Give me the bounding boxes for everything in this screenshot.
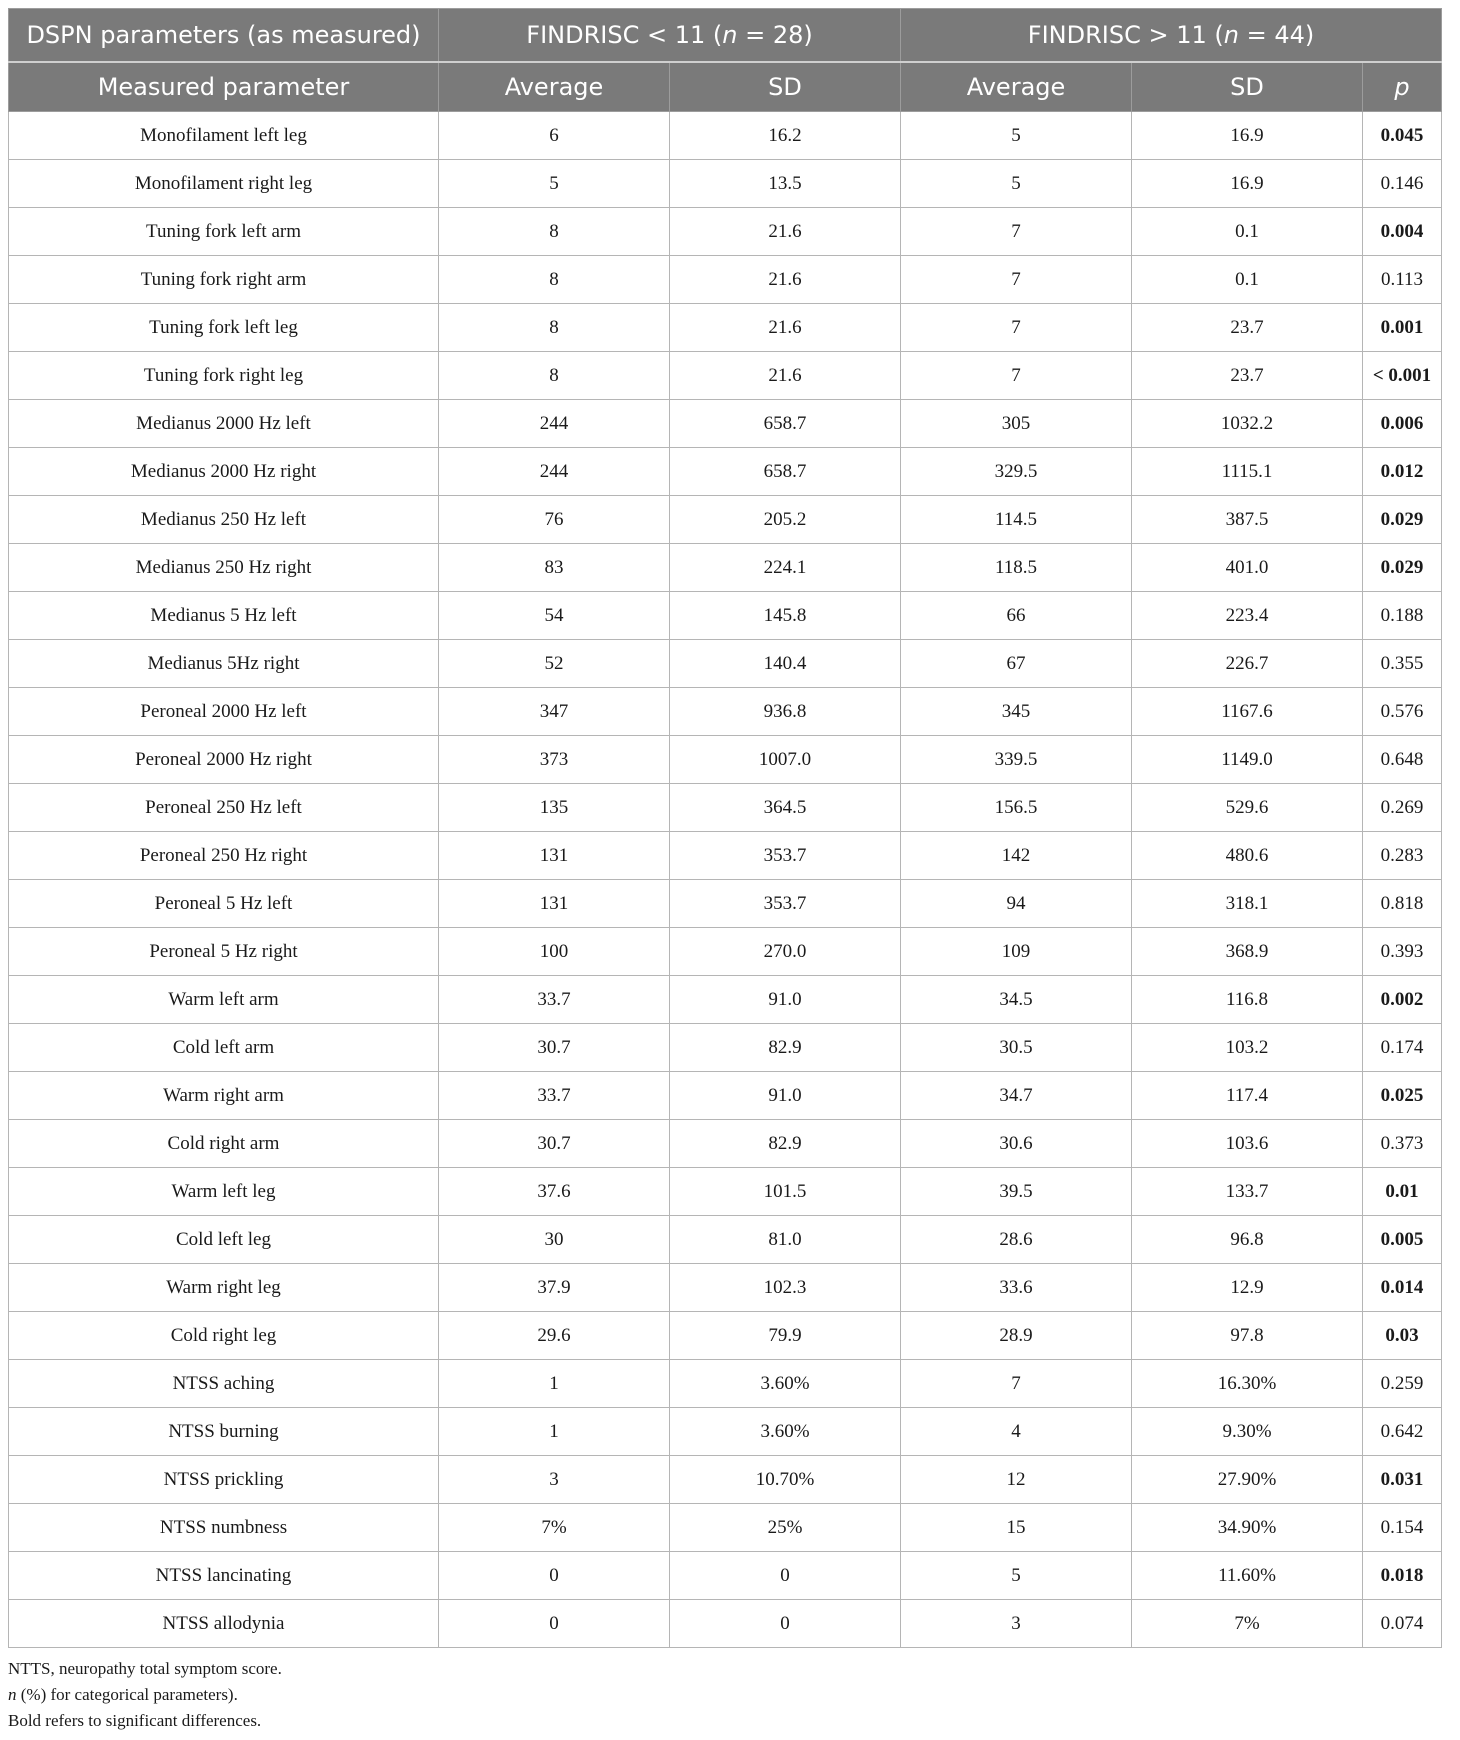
table-row	[9, 688, 1442, 736]
table-row	[9, 1408, 1442, 1456]
cell-p-value: 0.154	[1363, 1504, 1442, 1552]
table-row	[9, 496, 1442, 544]
cell-average-2: 4	[901, 1408, 1132, 1456]
cell-average-1: 244	[439, 448, 670, 496]
cell-parameter: Peroneal 5 Hz left	[9, 880, 439, 928]
cell-sd-1: 353.7	[670, 880, 901, 928]
cell-sd-1: 101.5	[670, 1168, 901, 1216]
cell-average-2: 28.9	[901, 1312, 1132, 1360]
header-group-label: DSPN parameters (as measured)	[9, 9, 439, 63]
cell-average-2: 34.7	[901, 1072, 1132, 1120]
cell-average-2: 15	[901, 1504, 1132, 1552]
cell-average-2: 7	[901, 256, 1132, 304]
cell-p-value: 0.146	[1363, 160, 1442, 208]
table-row	[9, 1504, 1442, 1552]
cell-sd-1: 936.8	[670, 688, 901, 736]
cell-sd-2: 223.4	[1132, 592, 1363, 640]
cell-average-2: 5	[901, 112, 1132, 160]
column-header-average-2: Average	[901, 62, 1132, 112]
cell-sd-2: 12.9	[1132, 1264, 1363, 1312]
table-row	[9, 880, 1442, 928]
cell-sd-1: 82.9	[670, 1120, 901, 1168]
cell-sd-1: 3.60%	[670, 1360, 901, 1408]
table-row	[9, 1264, 1442, 1312]
cell-average-1: 1	[439, 1360, 670, 1408]
cell-sd-2: 1032.2	[1132, 400, 1363, 448]
cell-sd-2: 1167.6	[1132, 688, 1363, 736]
cell-average-1: 30.7	[439, 1024, 670, 1072]
cell-sd-1: 10.70%	[670, 1456, 901, 1504]
table-footnotes	[8, 1656, 1441, 1734]
cell-parameter: Monofilament right leg	[9, 160, 439, 208]
cell-average-2: 94	[901, 880, 1132, 928]
cell-p-value: 0.018	[1363, 1552, 1442, 1600]
cell-p-value: 0.355	[1363, 640, 1442, 688]
cell-average-1: 131	[439, 832, 670, 880]
cell-sd-2: 318.1	[1132, 880, 1363, 928]
cell-p-value: 0.269	[1363, 784, 1442, 832]
cell-average-1: 0	[439, 1600, 670, 1648]
cell-average-1: 30	[439, 1216, 670, 1264]
cell-parameter: Medianus 5Hz right	[9, 640, 439, 688]
cell-sd-2: 23.7	[1132, 352, 1363, 400]
cell-parameter: Peroneal 250 Hz left	[9, 784, 439, 832]
cell-average-1: 54	[439, 592, 670, 640]
table-row	[9, 640, 1442, 688]
cell-p-value: 0.373	[1363, 1120, 1442, 1168]
cell-p-value: 0.188	[1363, 592, 1442, 640]
cell-parameter: Tuning fork left leg	[9, 304, 439, 352]
cell-sd-2: 133.7	[1132, 1168, 1363, 1216]
cell-sd-1: 145.8	[670, 592, 901, 640]
footnote-abbreviation: NTTS, neuropathy total symptom score.	[8, 1659, 282, 1678]
cell-sd-2: 34.90%	[1132, 1504, 1363, 1552]
cell-average-1: 37.9	[439, 1264, 670, 1312]
cell-average-2: 7	[901, 304, 1132, 352]
cell-p-value: 0.074	[1363, 1600, 1442, 1648]
cell-sd-1: 91.0	[670, 1072, 901, 1120]
cell-parameter: Warm left arm	[9, 976, 439, 1024]
cell-sd-1: 102.3	[670, 1264, 901, 1312]
cell-average-1: 76	[439, 496, 670, 544]
cell-sd-2: 387.5	[1132, 496, 1363, 544]
cell-average-1: 30.7	[439, 1120, 670, 1168]
cell-sd-2: 226.7	[1132, 640, 1363, 688]
cell-p-value: 0.648	[1363, 736, 1442, 784]
cell-average-1: 83	[439, 544, 670, 592]
cell-sd-2: 103.6	[1132, 1120, 1363, 1168]
footnote-bold: Bold refers to significant differences.	[8, 1711, 262, 1730]
cell-sd-1: 79.9	[670, 1312, 901, 1360]
cell-parameter: Cold right arm	[9, 1120, 439, 1168]
cell-p-value: 0.818	[1363, 880, 1442, 928]
cell-sd-2: 7%	[1132, 1600, 1363, 1648]
table-row	[9, 1600, 1442, 1648]
cell-p-value: 0.001	[1363, 304, 1442, 352]
cell-sd-1: 270.0	[670, 928, 901, 976]
cell-average-1: 33.7	[439, 976, 670, 1024]
table-row	[9, 1216, 1442, 1264]
column-header-sd-1: SD	[670, 62, 901, 112]
cell-sd-2: 16.30%	[1132, 1360, 1363, 1408]
cell-sd-2: 16.9	[1132, 160, 1363, 208]
table-row	[9, 736, 1442, 784]
cell-average-1: 244	[439, 400, 670, 448]
cell-sd-1: 353.7	[670, 832, 901, 880]
table-row	[9, 208, 1442, 256]
cell-parameter: Peroneal 5 Hz right	[9, 928, 439, 976]
cell-p-value: 0.025	[1363, 1072, 1442, 1120]
cell-average-2: 33.6	[901, 1264, 1132, 1312]
cell-sd-2: 0.1	[1132, 256, 1363, 304]
cell-average-2: 7	[901, 1360, 1132, 1408]
cell-parameter: NTSS allodynia	[9, 1600, 439, 1648]
table-row	[9, 1456, 1442, 1504]
cell-average-1: 37.6	[439, 1168, 670, 1216]
cell-sd-1: 205.2	[670, 496, 901, 544]
cell-sd-1: 224.1	[670, 544, 901, 592]
cell-average-1: 135	[439, 784, 670, 832]
table-row	[9, 256, 1442, 304]
cell-parameter: Cold left leg	[9, 1216, 439, 1264]
cell-average-2: 114.5	[901, 496, 1132, 544]
column-header-p: p	[1363, 62, 1442, 112]
cell-sd-1: 0	[670, 1600, 901, 1648]
table-row	[9, 1312, 1442, 1360]
cell-p-value: < 0.001	[1363, 352, 1442, 400]
cell-average-1: 8	[439, 304, 670, 352]
cell-parameter: Monofilament left leg	[9, 112, 439, 160]
cell-average-1: 3	[439, 1456, 670, 1504]
cell-average-2: 118.5	[901, 544, 1132, 592]
cell-average-1: 100	[439, 928, 670, 976]
header-group-findrisc-above-11: FINDRISC > 11 (n = 44)	[901, 9, 1442, 63]
cell-sd-2: 1115.1	[1132, 448, 1363, 496]
cell-sd-2: 401.0	[1132, 544, 1363, 592]
footnote-categorical: n (%) for categorical parameters).	[8, 1685, 238, 1704]
cell-sd-2: 117.4	[1132, 1072, 1363, 1120]
cell-average-2: 329.5	[901, 448, 1132, 496]
cell-p-value: 0.005	[1363, 1216, 1442, 1264]
cell-p-value: 0.01	[1363, 1168, 1442, 1216]
cell-p-value: 0.012	[1363, 448, 1442, 496]
cell-average-2: 142	[901, 832, 1132, 880]
cell-sd-1: 16.2	[670, 112, 901, 160]
cell-parameter: Peroneal 2000 Hz left	[9, 688, 439, 736]
table-row	[9, 784, 1442, 832]
column-header-sd-2: SD	[1132, 62, 1363, 112]
cell-parameter: Tuning fork right arm	[9, 256, 439, 304]
cell-sd-1: 25%	[670, 1504, 901, 1552]
cell-sd-1: 21.6	[670, 304, 901, 352]
table-row	[9, 592, 1442, 640]
cell-parameter: Tuning fork right leg	[9, 352, 439, 400]
cell-average-2: 7	[901, 208, 1132, 256]
cell-p-value: 0.113	[1363, 256, 1442, 304]
cell-sd-1: 81.0	[670, 1216, 901, 1264]
cell-sd-1: 364.5	[670, 784, 901, 832]
cell-parameter: Warm right arm	[9, 1072, 439, 1120]
table-row	[9, 1552, 1442, 1600]
cell-average-2: 28.6	[901, 1216, 1132, 1264]
cell-parameter: NTSS prickling	[9, 1456, 439, 1504]
cell-sd-1: 82.9	[670, 1024, 901, 1072]
table-row	[9, 1360, 1442, 1408]
cell-parameter: Peroneal 2000 Hz right	[9, 736, 439, 784]
cell-parameter: Cold left arm	[9, 1024, 439, 1072]
cell-sd-2: 23.7	[1132, 304, 1363, 352]
cell-average-1: 52	[439, 640, 670, 688]
cell-sd-2: 96.8	[1132, 1216, 1363, 1264]
cell-p-value: 0.006	[1363, 400, 1442, 448]
table-row	[9, 160, 1442, 208]
cell-parameter: NTSS burning	[9, 1408, 439, 1456]
cell-sd-2: 1149.0	[1132, 736, 1363, 784]
cell-parameter: Warm right leg	[9, 1264, 439, 1312]
cell-p-value: 0.029	[1363, 544, 1442, 592]
table-row	[9, 1120, 1442, 1168]
cell-average-2: 67	[901, 640, 1132, 688]
cell-p-value: 0.031	[1363, 1456, 1442, 1504]
cell-sd-2: 480.6	[1132, 832, 1363, 880]
cell-p-value: 0.642	[1363, 1408, 1442, 1456]
table-row	[9, 976, 1442, 1024]
table-row	[9, 112, 1442, 160]
cell-sd-2: 16.9	[1132, 112, 1363, 160]
cell-average-2: 156.5	[901, 784, 1132, 832]
results-table	[8, 8, 1442, 1648]
cell-average-2: 39.5	[901, 1168, 1132, 1216]
cell-parameter: Medianus 2000 Hz right	[9, 448, 439, 496]
cell-sd-1: 3.60%	[670, 1408, 901, 1456]
table-row	[9, 1024, 1442, 1072]
cell-average-2: 5	[901, 160, 1132, 208]
header-row-groups	[9, 9, 1442, 63]
cell-parameter: NTSS numbness	[9, 1504, 439, 1552]
table-body	[9, 112, 1442, 1648]
cell-p-value: 0.259	[1363, 1360, 1442, 1408]
table-row	[9, 448, 1442, 496]
column-header-average-1: Average	[439, 62, 670, 112]
table-row	[9, 928, 1442, 976]
cell-average-1: 131	[439, 880, 670, 928]
cell-average-1: 6	[439, 112, 670, 160]
cell-average-2: 66	[901, 592, 1132, 640]
cell-average-2: 3	[901, 1600, 1132, 1648]
cell-average-1: 8	[439, 352, 670, 400]
cell-average-2: 30.5	[901, 1024, 1132, 1072]
cell-average-2: 7	[901, 352, 1132, 400]
cell-parameter: NTSS aching	[9, 1360, 439, 1408]
cell-sd-2: 97.8	[1132, 1312, 1363, 1360]
cell-average-2: 12	[901, 1456, 1132, 1504]
cell-average-1: 8	[439, 256, 670, 304]
cell-sd-2: 103.2	[1132, 1024, 1363, 1072]
cell-parameter: Warm left leg	[9, 1168, 439, 1216]
header-group-findrisc-below-11: FINDRISC < 11 (n = 28)	[439, 9, 901, 63]
cell-average-2: 109	[901, 928, 1132, 976]
table-row	[9, 352, 1442, 400]
cell-average-1: 0	[439, 1552, 670, 1600]
cell-parameter: Medianus 2000 Hz left	[9, 400, 439, 448]
cell-p-value: 0.03	[1363, 1312, 1442, 1360]
cell-sd-1: 140.4	[670, 640, 901, 688]
cell-parameter: Medianus 5 Hz left	[9, 592, 439, 640]
cell-sd-2: 368.9	[1132, 928, 1363, 976]
cell-p-value: 0.576	[1363, 688, 1442, 736]
cell-parameter: NTSS lancinating	[9, 1552, 439, 1600]
cell-sd-1: 658.7	[670, 448, 901, 496]
cell-p-value: 0.045	[1363, 112, 1442, 160]
cell-sd-1: 13.5	[670, 160, 901, 208]
cell-p-value: 0.393	[1363, 928, 1442, 976]
table-row	[9, 400, 1442, 448]
table-header	[9, 9, 1442, 112]
table-row	[9, 1168, 1442, 1216]
cell-sd-2: 0.1	[1132, 208, 1363, 256]
cell-sd-2: 529.6	[1132, 784, 1363, 832]
cell-sd-2: 116.8	[1132, 976, 1363, 1024]
cell-average-1: 8	[439, 208, 670, 256]
column-header-parameter: Measured parameter	[9, 62, 439, 112]
cell-parameter: Medianus 250 Hz left	[9, 496, 439, 544]
cell-sd-1: 658.7	[670, 400, 901, 448]
cell-average-1: 7%	[439, 1504, 670, 1552]
cell-p-value: 0.004	[1363, 208, 1442, 256]
cell-p-value: 0.002	[1363, 976, 1442, 1024]
table-row	[9, 544, 1442, 592]
cell-parameter: Medianus 250 Hz right	[9, 544, 439, 592]
table-wrapper	[8, 8, 1441, 1734]
cell-average-1: 5	[439, 160, 670, 208]
cell-p-value: 0.014	[1363, 1264, 1442, 1312]
cell-average-1: 33.7	[439, 1072, 670, 1120]
cell-average-2: 345	[901, 688, 1132, 736]
cell-sd-1: 21.6	[670, 256, 901, 304]
cell-average-2: 30.6	[901, 1120, 1132, 1168]
cell-average-2: 5	[901, 1552, 1132, 1600]
cell-average-1: 373	[439, 736, 670, 784]
table-row	[9, 832, 1442, 880]
cell-average-2: 305	[901, 400, 1132, 448]
cell-average-1: 347	[439, 688, 670, 736]
cell-parameter: Peroneal 250 Hz right	[9, 832, 439, 880]
header-row-columns	[9, 62, 1442, 112]
cell-p-value: 0.029	[1363, 496, 1442, 544]
cell-parameter: Tuning fork left arm	[9, 208, 439, 256]
cell-sd-1: 21.6	[670, 208, 901, 256]
cell-average-2: 339.5	[901, 736, 1132, 784]
table-row	[9, 1072, 1442, 1120]
cell-sd-1: 91.0	[670, 976, 901, 1024]
table-row	[9, 304, 1442, 352]
cell-parameter: Cold right leg	[9, 1312, 439, 1360]
cell-sd-2: 9.30%	[1132, 1408, 1363, 1456]
cell-p-value: 0.174	[1363, 1024, 1442, 1072]
cell-average-2: 34.5	[901, 976, 1132, 1024]
cell-average-1: 1	[439, 1408, 670, 1456]
cell-p-value: 0.283	[1363, 832, 1442, 880]
cell-average-1: 29.6	[439, 1312, 670, 1360]
cell-sd-2: 11.60%	[1132, 1552, 1363, 1600]
cell-sd-1: 1007.0	[670, 736, 901, 784]
cell-sd-1: 0	[670, 1552, 901, 1600]
cell-sd-1: 21.6	[670, 352, 901, 400]
cell-sd-2: 27.90%	[1132, 1456, 1363, 1504]
